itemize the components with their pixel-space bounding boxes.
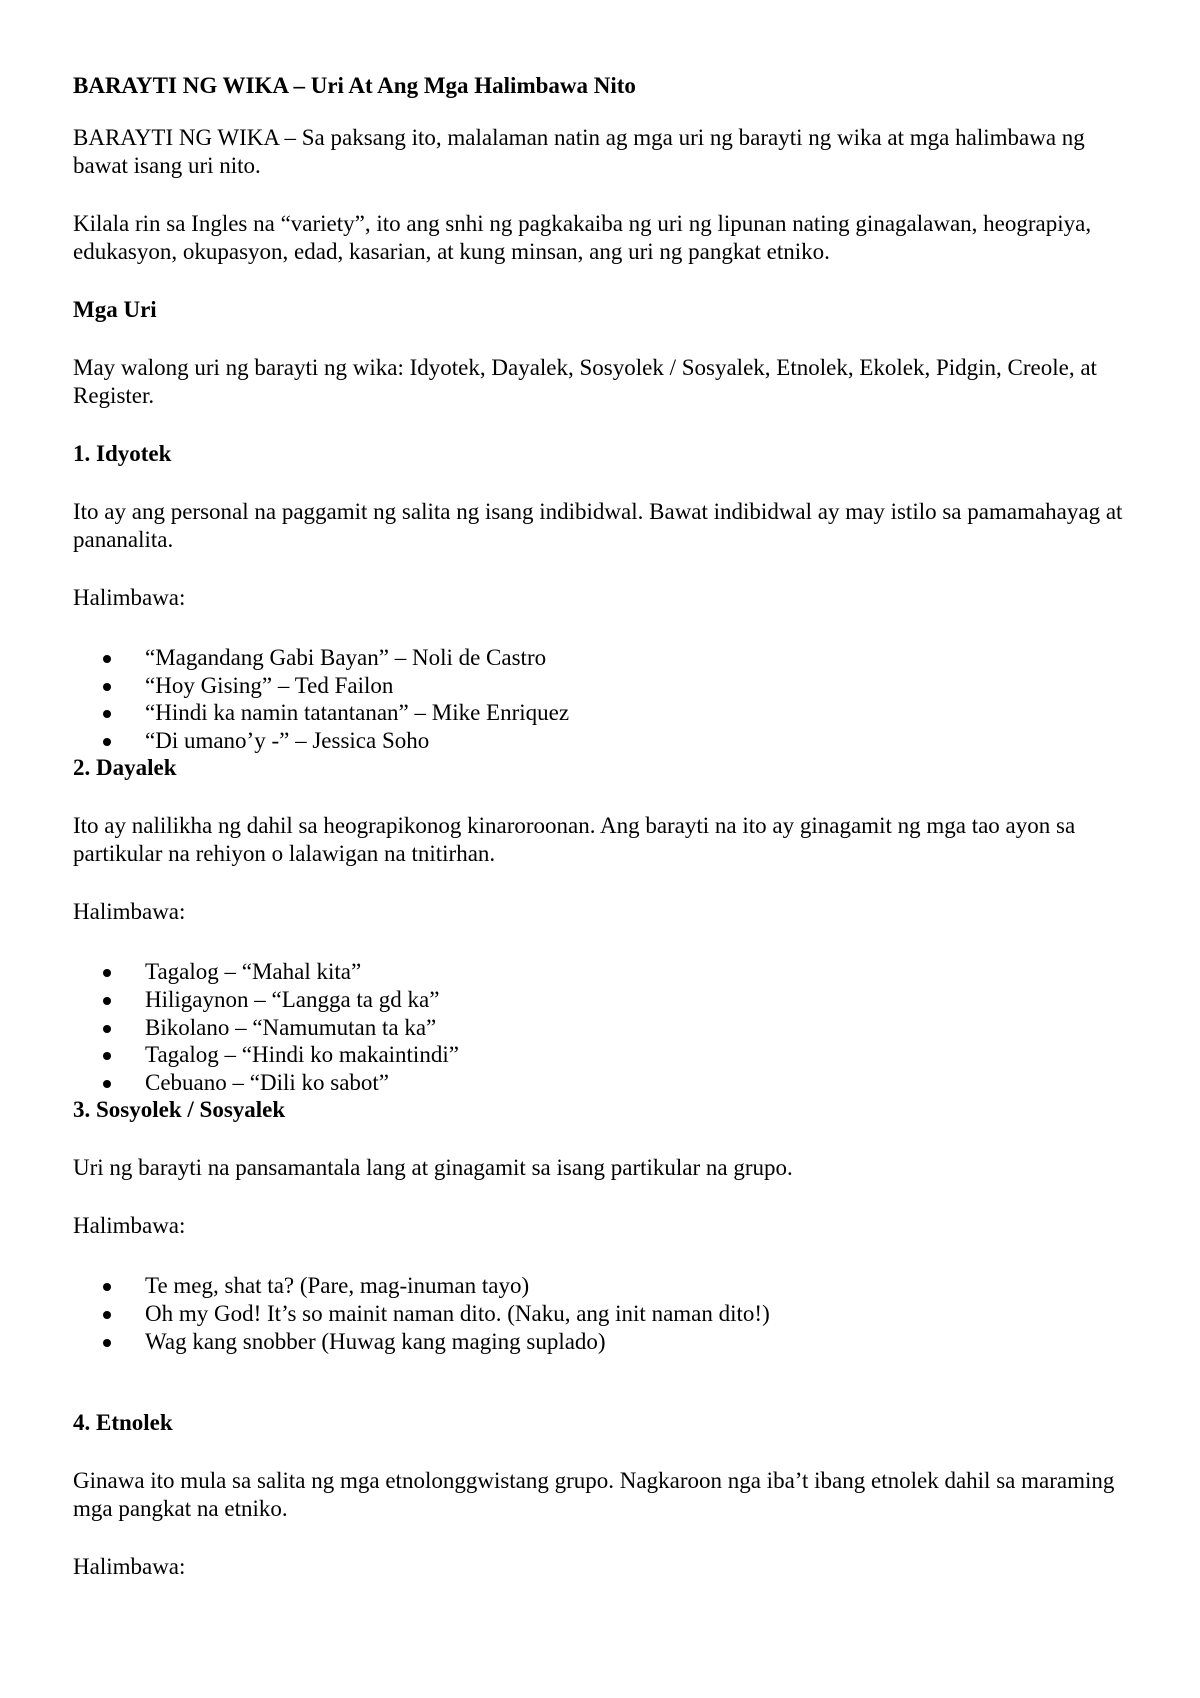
section-heading-idyotek: 1. Idyotek bbox=[73, 441, 172, 466]
example-label: Halimbawa: bbox=[73, 899, 186, 925]
list-item: “Magandang Gabi Bayan” – Noli de Castro bbox=[145, 644, 1133, 672]
mga-uri-paragraph: May walong uri ng barayti ng wika: Idyotek, Dayalek, Sosyolek / Sosyalek, Etnolek, Ekolek, Pidgin, Creole, at Register. bbox=[73, 355, 1097, 408]
list-item: Tagalog – “Mahal kita” bbox=[145, 958, 1133, 986]
mga-uri-heading: Mga Uri bbox=[73, 297, 157, 322]
example-list-dayalek bbox=[73, 958, 1133, 1096]
section-text-sosyolek: Uri ng barayti na pansamantala lang at ginagamit sa isang partikular na grupo. bbox=[73, 1155, 793, 1181]
list-item: Hiligaynon – “Langga ta gd ka” bbox=[145, 986, 1133, 1014]
example-list-idyotek bbox=[73, 644, 1133, 754]
example-label: Halimbawa: bbox=[73, 1213, 186, 1239]
example-list-sosyolek bbox=[73, 1272, 1133, 1355]
list-item: Oh my God! It’s so mainit naman dito. (Naku, ang init naman dito!) bbox=[145, 1300, 1133, 1328]
document-title: BARAYTI NG WIKA – Uri At Ang Mga Halimbawa Nito bbox=[73, 73, 636, 98]
section-heading-etnolek: 4. Etnolek bbox=[73, 1410, 173, 1436]
list-item: Cebuano – “Dili ko sabot” bbox=[145, 1069, 1133, 1097]
section-heading-sosyolek: 3. Sosyolek / Sosyalek bbox=[73, 1097, 286, 1123]
section-text-dayalek: Ito ay nalilikha ng dahil sa heograpikonog kinaroroonan. Ang barayti na ito ay ginagamit ng mga tao ayon sa partikular na rehiyon o lalawigan na tnitirhan. bbox=[73, 813, 1076, 867]
list-item: Wag kang snobber (Huwag kang maging suplado) bbox=[145, 1328, 1133, 1356]
example-label: Halimbawa: bbox=[73, 1554, 186, 1580]
list-item: “Di umano’y -” – Jessica Soho bbox=[145, 727, 1133, 755]
list-item: Te meg, shat ta? (Pare, mag-inuman tayo) bbox=[145, 1272, 1133, 1300]
section-text-etnolek: Ginawa ito mula sa salita ng mga etnolonggwistang grupo. Nagkaroon nga iba’t ibang etnolek dahil sa maraming mga pangkat na etniko. bbox=[73, 1468, 1115, 1522]
intro-paragraph-1: BARAYTI NG WIKA – Sa paksang ito, malalaman natin ag mga uri ng barayti ng wika at mga halimbawa ng bawat isang uri nito. bbox=[73, 125, 1085, 178]
list-item: “Hindi ka namin tatantanan” – Mike Enriquez bbox=[145, 699, 1133, 727]
spacer bbox=[73, 1355, 1133, 1409]
intro-paragraph-2: Kilala rin sa Ingles na “variety”, ito ang snhi ng pagkakaiba ng uri ng lipunan nating ginagalawan, heograpiya, edukasyon, okupasyon, edad, kasarian, at kung minsan, ang uri ng pangkat etniko. bbox=[73, 211, 1092, 264]
example-label: Halimbawa: bbox=[73, 585, 186, 610]
section-text-idyotek: Ito ay ang personal na paggamit ng salita ng isang indibidwal. Bawat indibidwal ay may istilo sa pamamahayag at pananalita. bbox=[73, 499, 1123, 552]
list-item: Tagalog – “Hindi ko makaintindi” bbox=[145, 1041, 1133, 1069]
section-heading-dayalek: 2. Dayalek bbox=[73, 755, 177, 781]
list-item: “Hoy Gising” – Ted Failon bbox=[145, 672, 1133, 700]
document-page bbox=[73, 72, 1133, 1611]
list-item: Bikolano – “Namumutan ta ka” bbox=[145, 1014, 1133, 1042]
